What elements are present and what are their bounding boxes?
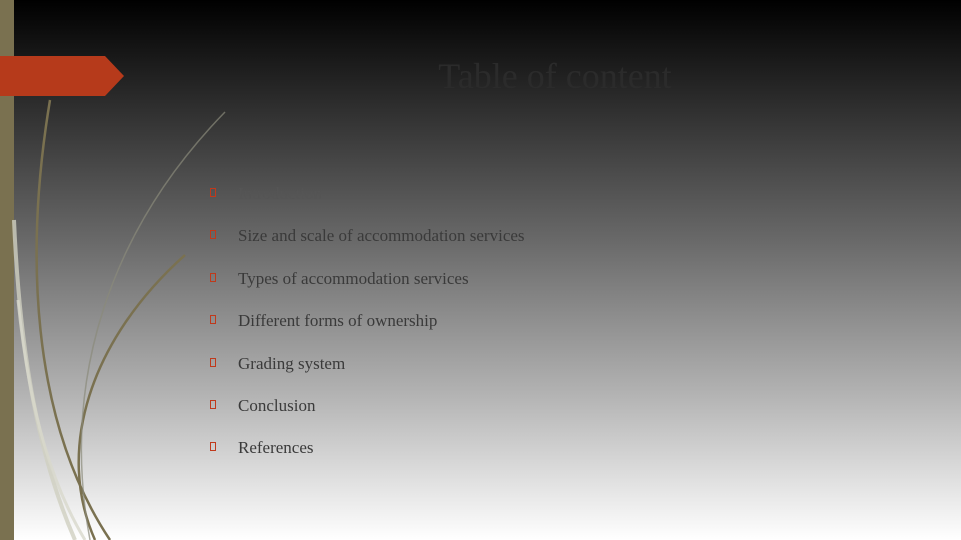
swirl-line-2 <box>79 255 185 540</box>
list-item <box>208 182 525 224</box>
accent-arrow-tab <box>0 56 124 96</box>
bullet-square-icon <box>208 182 238 206</box>
list-item <box>208 267 525 309</box>
bullet-square-icon <box>208 352 238 376</box>
bullet-square-icon <box>208 224 238 248</box>
table-of-contents-list <box>208 182 525 479</box>
toc-item-label: Size and scale of accommodation services <box>238 226 525 246</box>
swirl-line-3 <box>81 112 225 540</box>
toc-item-label: Conclusion <box>238 395 316 415</box>
list-item <box>208 436 525 478</box>
bullet-square-icon <box>208 267 238 291</box>
toc-item-label: Grading system <box>238 353 346 373</box>
toc-item-label: References <box>238 438 314 458</box>
list-item <box>208 309 525 351</box>
swirl-line-5 <box>18 300 85 540</box>
swirl-line-1 <box>37 100 110 540</box>
bullet-square-icon <box>208 309 238 333</box>
toc-item-label: Different forms of ownership <box>238 311 438 331</box>
bullet-square-icon <box>208 436 238 460</box>
list-item <box>208 224 525 266</box>
swirl-line-4 <box>14 220 75 540</box>
list-item <box>208 394 525 436</box>
toc-item-label: Introduction <box>238 184 323 203</box>
toc-item-label: Types of accommodation services <box>238 268 469 288</box>
bullet-square-icon <box>208 394 238 418</box>
list-item <box>208 352 525 394</box>
slide-title: Table of content <box>438 56 672 96</box>
